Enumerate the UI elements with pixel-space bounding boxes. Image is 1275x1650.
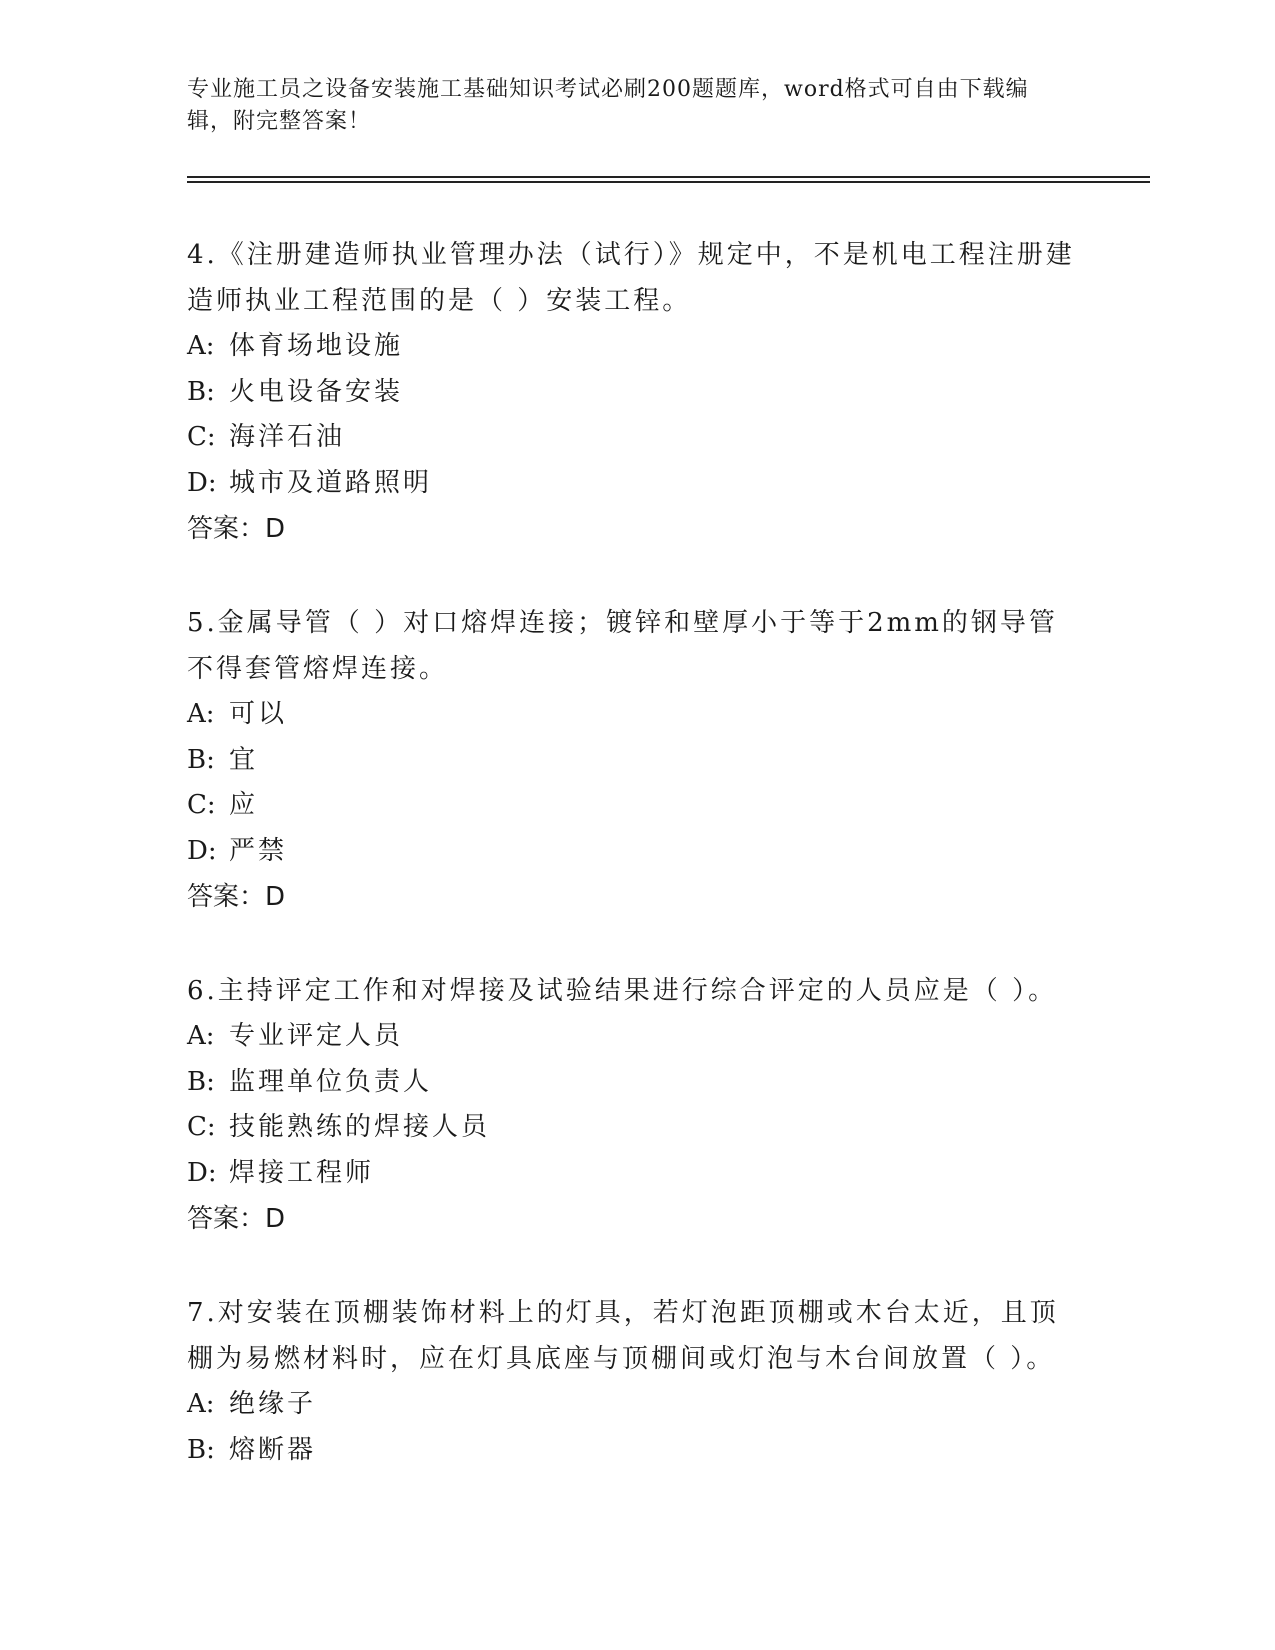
- option-b: [187, 370, 1077, 416]
- question-stem: 5.金属导管（ ）对口熔焊连接；镀锌和壁厚小于等于2mm的钢导管不得套管熔焊连接。: [187, 608, 1058, 684]
- question-6: [187, 968, 1077, 1242]
- answer-line: 答案：D: [187, 514, 286, 544]
- option-letter: B:: [187, 744, 215, 775]
- option-a: [187, 324, 1077, 370]
- document-header: 专业施工员之设备安装施工基础知识考试必刷200题题库，word格式可自由下载编辑，附完整答案！: [187, 77, 1029, 134]
- question-stem: 7.对安装在顶棚装饰材料上的灯具，若灯泡距顶棚或木台太近，且顶棚为易燃材料时，应在灯具底座与顶棚间或灯泡与木台间放置（ ）。: [187, 1298, 1059, 1374]
- option-c: [187, 783, 1077, 829]
- option-letter: D:: [187, 467, 217, 498]
- option-letter: A:: [187, 699, 215, 729]
- option-text: 城市及道路照明: [229, 467, 433, 498]
- option-letter: B:: [187, 1434, 215, 1465]
- option-d: [187, 829, 1077, 875]
- question-stem: 4.《注册建造师执业管理办法（试行）》规定中，不是机电工程注册建造师执业工程范围的是（ ）安装工程。: [187, 240, 1075, 316]
- header-divider-bottom: [187, 181, 1150, 183]
- option-b: [187, 738, 1077, 784]
- option-letter: B:: [187, 1066, 215, 1097]
- option-text: 体育场地设施: [229, 331, 404, 361]
- option-letter: D:: [187, 835, 217, 866]
- option-b: [187, 1428, 1077, 1474]
- header-divider-top: [187, 176, 1150, 178]
- option-text: 海洋石油: [229, 422, 346, 452]
- question-4: [187, 232, 1077, 552]
- option-letter: A:: [187, 1021, 215, 1051]
- question-list: [187, 232, 1077, 1521]
- option-letter: C:: [187, 422, 216, 452]
- option-c: [187, 415, 1077, 461]
- option-d: [187, 1151, 1077, 1197]
- answer-line: 答案：D: [187, 1204, 286, 1234]
- option-a: [187, 692, 1077, 738]
- answer-line: 答案：D: [187, 882, 286, 912]
- option-text: 严禁: [229, 835, 288, 866]
- option-letter: A:: [187, 331, 215, 361]
- option-text: 应: [229, 790, 259, 820]
- option-d: [187, 461, 1077, 507]
- option-text: 技能熟练的焊接人员: [229, 1112, 491, 1142]
- question-stem: 6.主持评定工作和对焊接及试验结果进行综合评定的人员应是（ ）。: [187, 976, 1058, 1006]
- option-letter: A:: [187, 1389, 215, 1419]
- option-text: 熔断器: [229, 1434, 317, 1465]
- option-letter: C:: [187, 1112, 216, 1142]
- option-b: [187, 1060, 1077, 1106]
- option-a: [187, 1014, 1077, 1060]
- option-letter: D:: [187, 1157, 217, 1188]
- option-letter: B:: [187, 376, 215, 407]
- option-text: 火电设备安装: [229, 376, 404, 407]
- option-text: 宜: [229, 744, 259, 775]
- option-text: 可以: [229, 699, 288, 729]
- option-text: 焊接工程师: [229, 1157, 375, 1188]
- question-5: [187, 600, 1077, 920]
- option-letter: C:: [187, 790, 216, 820]
- question-7: [187, 1290, 1077, 1473]
- option-text: 专业评定人员: [229, 1021, 404, 1051]
- option-text: 监理单位负责人: [229, 1066, 433, 1097]
- option-text: 绝缘子: [229, 1389, 317, 1419]
- option-c: [187, 1105, 1077, 1151]
- option-a: [187, 1382, 1077, 1428]
